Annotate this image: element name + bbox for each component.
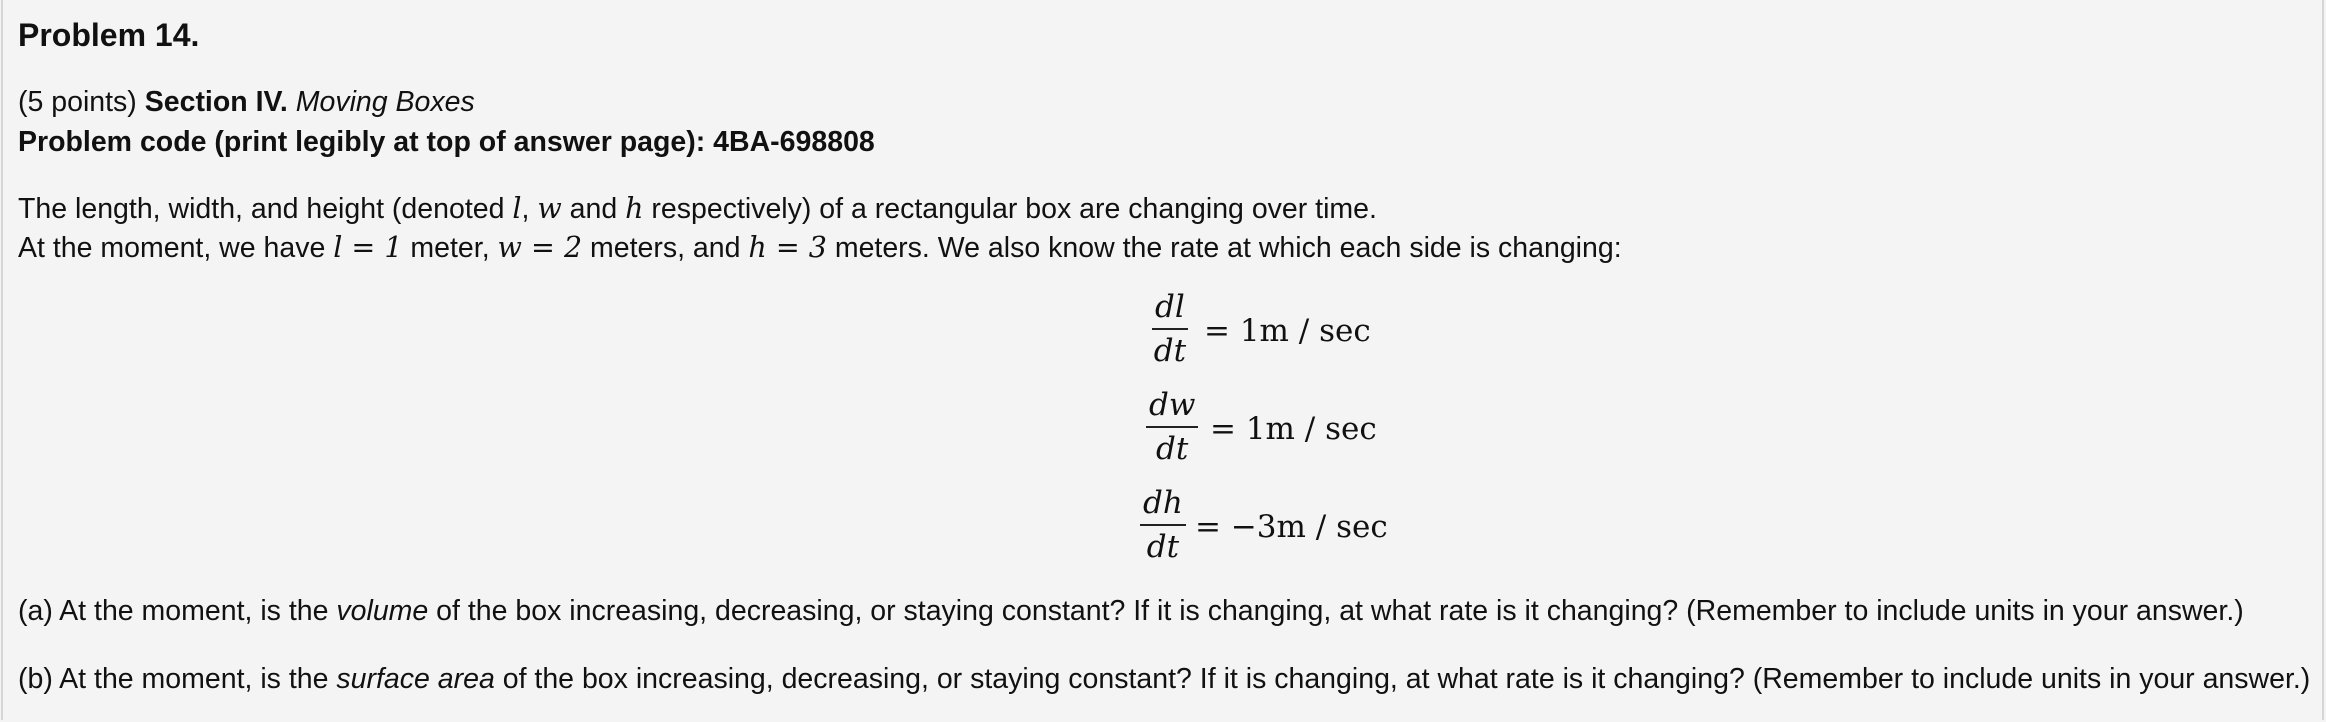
unit-text: meters, and — [582, 232, 749, 264]
points-label: (5 points) — [18, 86, 137, 118]
intro-text-end: meters. We also know the rate at which each side is changing: — [826, 232, 1622, 264]
var-l: l — [512, 192, 522, 225]
section-name: Moving Boxes — [295, 86, 475, 118]
intro-paragraph-1 — [18, 192, 1377, 225]
var-h: h — [625, 192, 644, 225]
eq-h: h = 3 — [748, 231, 827, 264]
question-a — [18, 597, 2244, 626]
eq-w: w = 2 — [497, 231, 583, 264]
intro-text: The length, width, and height (denoted — [18, 193, 513, 225]
unit-text: meter, — [402, 232, 498, 264]
fraction-numerator: dh — [1140, 488, 1186, 526]
problem-title: Problem 14. — [18, 17, 200, 53]
fraction-denominator: dt — [1156, 431, 1189, 467]
and-text: and — [561, 193, 626, 225]
fraction-numerator: dw — [1146, 390, 1198, 428]
eq-l: l = 1 — [333, 231, 403, 264]
equation-rhs: = −3m / sec — [1195, 509, 1388, 545]
question-text: (a) At the moment, is the — [18, 595, 337, 627]
equation-rhs: = 1m / sec — [1204, 313, 1371, 349]
intro-text-end: respectively) of a rectangular box are changing over time. — [643, 193, 1377, 225]
var-w: w — [537, 192, 562, 225]
question-text-end: of the box increasing, decreasing, or staying constant? If it is changing, at what rate is it changing? (Remember to include units in your answer.) — [494, 663, 2311, 695]
emphasis-surface-area: surface area — [336, 663, 495, 695]
equation-rhs: = 1m / sec — [1210, 411, 1377, 447]
question-text-end: of the box increasing, decreasing, or staying constant? If it is changing, at what rate is it changing? (Remember to include units in your answer.) — [428, 595, 2244, 627]
comma: , — [521, 193, 530, 225]
question-b — [18, 665, 2310, 694]
problem-section-line — [18, 88, 475, 117]
question-text: (b) At the moment, is the — [18, 663, 337, 695]
emphasis-volume: volume — [336, 595, 429, 627]
intro-text: At the moment, we have — [18, 232, 334, 264]
problem-code-line: Problem code (print legibly at top of answer page): 4BA-698808 — [18, 126, 875, 158]
fraction-numerator: dl — [1152, 292, 1188, 330]
intro-paragraph-2 — [18, 231, 1622, 264]
section-label: Section IV. — [144, 86, 288, 118]
fraction-denominator: dt — [1146, 529, 1180, 565]
fraction-denominator: dt — [1153, 333, 1187, 369]
